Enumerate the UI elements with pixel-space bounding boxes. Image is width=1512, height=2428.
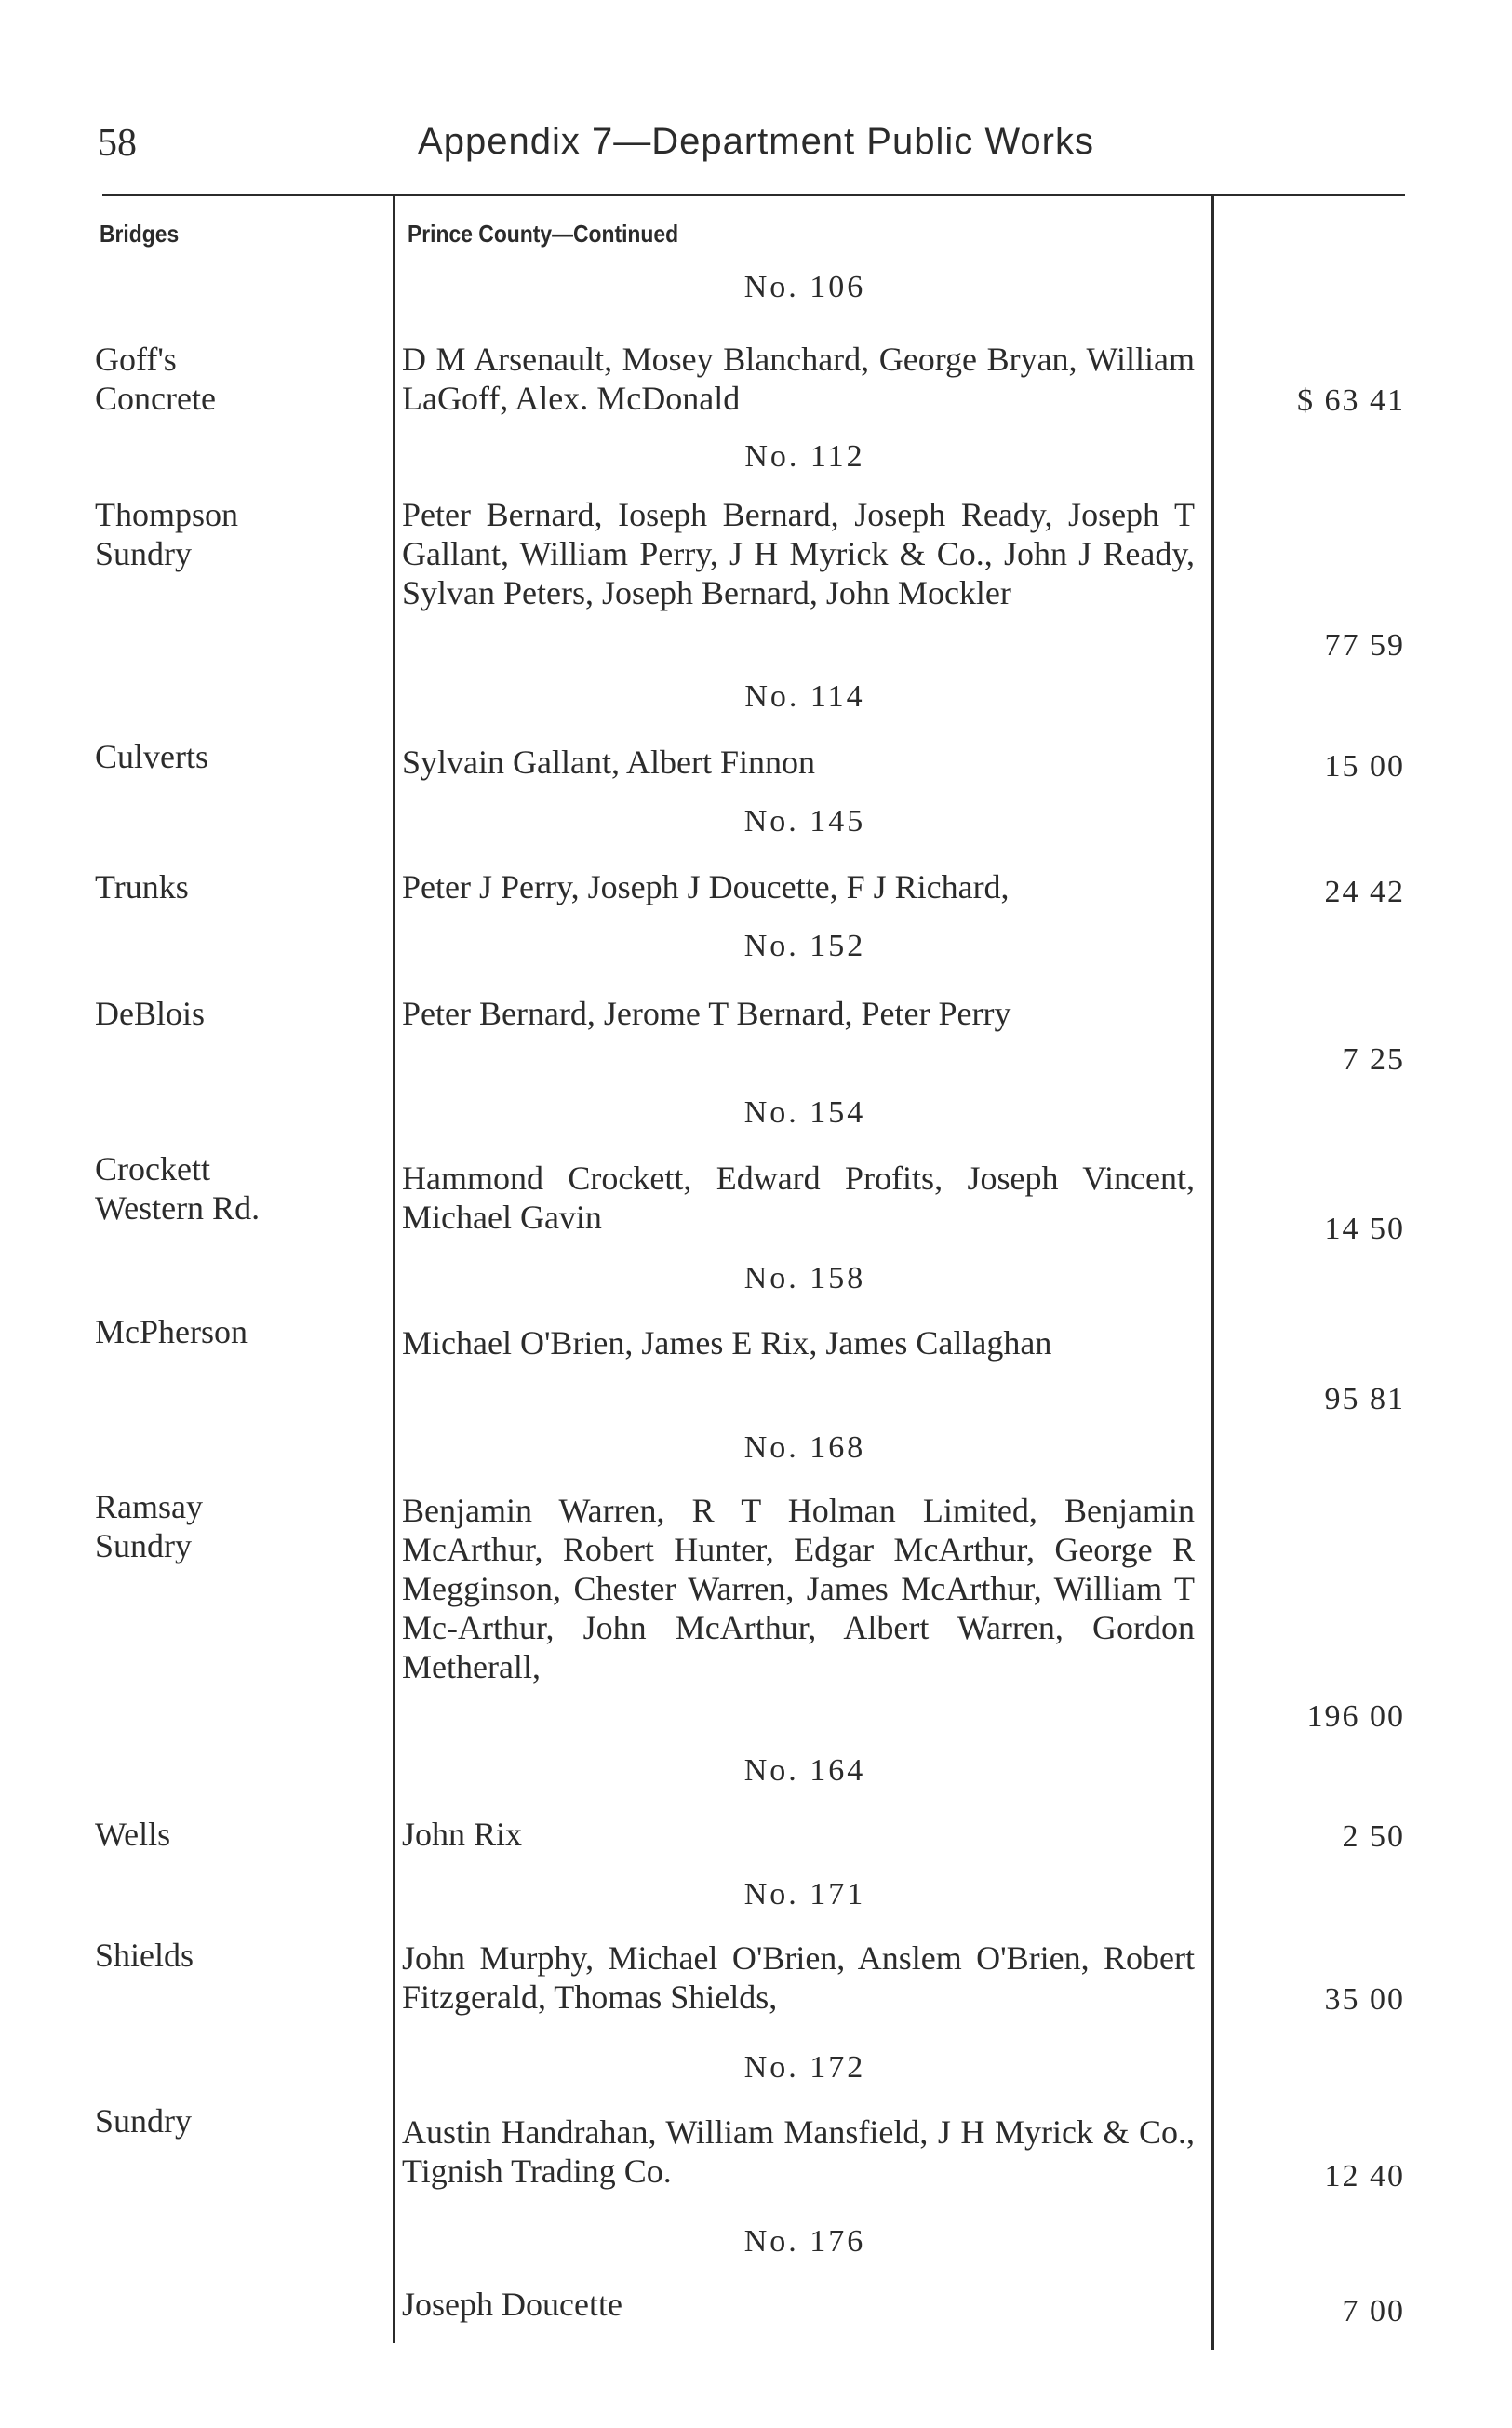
- bridge-name: Trunks: [95, 868, 189, 905]
- workers-list: Sylvain Gallant, Albert Finnon: [402, 744, 815, 781]
- page-number: 58: [98, 122, 137, 165]
- bridge-name: Thompson Sundry: [95, 496, 239, 572]
- bridge-name: McPherson: [95, 1313, 248, 1350]
- bridge-name: Culverts: [95, 738, 208, 775]
- amount: 7 25: [1342, 1042, 1405, 1077]
- workers-list: D M Arsenault, Mosey Blanchard, George Bryan, William LaGoff, Alex. McDonald: [402, 341, 1195, 417]
- bridge-name: Crockett Western Rd.: [95, 1150, 261, 1227]
- workers-list: John Rix: [402, 1816, 523, 1853]
- bridge-name: Ramsay Sundry: [95, 1488, 203, 1564]
- amount: 12 40: [1324, 2159, 1405, 2193]
- workers-list: Austin Handrahan, William Mansfield, J H Myrick & Co., Tignish Trading Co.: [402, 2113, 1195, 2190]
- workers-list: Benjamin Warren, R T Holman Limited, Benjamin McArthur, Robert Hunter, Edgar McArthur, George R Megginson, Chester Warren, James McArthur, William T Mc-Arthur, John McArthur, Albert Warren, Gordon Metherall,: [402, 1492, 1195, 1685]
- workers-list: Hammond Crockett, Edward Profits, Joseph Vincent, Michael Gavin: [402, 1160, 1195, 1236]
- bridge-name: Shields: [95, 1937, 194, 1974]
- workers-list: Michael O'Brien, James E Rix, James Callaghan: [402, 1324, 1052, 1362]
- column-divider-left: [393, 195, 395, 2343]
- bridge-name: Sundry: [95, 2102, 193, 2140]
- bridge-name: DeBlois: [95, 995, 206, 1032]
- amount: 15 00: [1324, 749, 1405, 784]
- amount: 95 81: [1324, 1382, 1405, 1416]
- workers-list: Peter J Perry, Joseph J Doucette, F J Richard,: [402, 868, 1010, 905]
- amount: 196 00: [1306, 1699, 1405, 1734]
- no-heading: No. 106: [743, 270, 866, 304]
- no-heading: No. 152: [743, 929, 866, 963]
- workers-list: Joseph Doucette: [402, 2286, 622, 2323]
- bridge-name: Wells: [95, 1816, 171, 1853]
- amount: 35 00: [1324, 1982, 1405, 2017]
- no-heading: No. 145: [743, 804, 866, 838]
- workers-list: John Murphy, Michael O'Brien, Anslem O'Brien, Robert Fitzgerald, Thomas Shields,: [402, 1939, 1195, 2016]
- no-heading: No. 158: [743, 1261, 866, 1295]
- no-heading: No. 114: [744, 679, 865, 714]
- no-heading: No. 164: [743, 1753, 866, 1788]
- no-heading: No. 172: [743, 2050, 866, 2085]
- header-rule: [102, 194, 1405, 196]
- column-heading-bridges: Bridges: [100, 220, 180, 248]
- amount: 7 00: [1342, 2294, 1405, 2328]
- amount: 77 59: [1324, 628, 1405, 663]
- workers-list: Peter Bernard, Jerome T Bernard, Peter Perry: [402, 995, 1011, 1032]
- no-heading: No. 112: [744, 439, 865, 474]
- no-heading: No. 168: [743, 1430, 866, 1465]
- amount: 14 50: [1324, 1212, 1405, 1246]
- no-heading: No. 171: [743, 1877, 866, 1912]
- amount: $ 63 41: [1297, 383, 1405, 418]
- running-head: Appendix 7—Department Public Works: [418, 121, 1094, 162]
- workers-list: Peter Bernard, Ioseph Bernard, Joseph Ready, Joseph T Gallant, William Perry, J H Myrick & Co., John J Ready, Sylvan Peters, Joseph Bernard, John Mockler: [402, 496, 1195, 611]
- bridge-name: Goff's Concrete: [95, 341, 216, 417]
- amount: 2 50: [1342, 1819, 1405, 1854]
- no-heading: No. 154: [743, 1095, 866, 1130]
- column-divider-right: [1211, 195, 1214, 2350]
- column-heading-region: Prince County—Continued: [408, 220, 679, 248]
- amount: 24 42: [1324, 875, 1405, 909]
- no-heading: No. 176: [743, 2224, 866, 2259]
